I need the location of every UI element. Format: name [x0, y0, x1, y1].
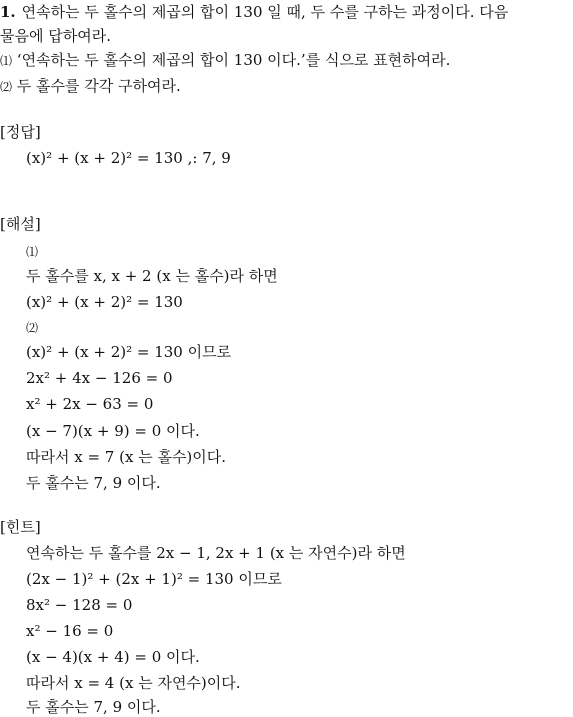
hint-line-4: x² − 16 = 0: [26, 622, 114, 640]
sub-question-1-text: ‘연속하는 두 홀수의 제곱의 합이 130 이다.’를 식으로 표현하여라.: [16, 51, 451, 69]
hint-heading: [힌트]: [0, 518, 41, 536]
sub-question-1-mark: ⑴: [0, 54, 13, 68]
problem-text-line-1: 연속하는 두 홀수의 제곱의 합이 130 일 때, 두 수를 구하는 과정이다. 다음: [21, 3, 509, 21]
explanation-line-1: 두 홀수를 x, x + 2 (x 는 홀수)라 하면: [26, 267, 278, 285]
sub-question-2-mark: ⑵: [0, 80, 13, 94]
hint-line-3: 8x² − 128 = 0: [26, 596, 133, 614]
explanation-heading: [해설]: [0, 215, 41, 233]
explanation-mark-1: ⑴: [26, 245, 39, 259]
sub-question-2: [0, 76, 181, 97]
sub-question-1: [0, 50, 450, 71]
explanation-line-3: (x)² + (x + 2)² = 130 이므로: [26, 343, 232, 361]
explanation-line-7: 따라서 x = 7 (x 는 홀수)이다.: [26, 448, 227, 466]
problem-line-1: [0, 2, 508, 22]
sub-question-2-text: 두 홀수를 각각 구하여라.: [16, 77, 181, 95]
explanation-mark-2: ⑵: [26, 321, 39, 335]
explanation-line-6: (x − 7)(x + 9) = 0 이다.: [26, 422, 200, 440]
problem-text-line-2: 물음에 답하여라.: [0, 27, 111, 45]
hint-line-2: (2x − 1)² + (2x + 1)² = 130 이므로: [26, 570, 282, 588]
explanation-line-2: (x)² + (x + 2)² = 130: [26, 293, 183, 311]
explanation-line-8: 두 홀수는 7, 9 이다.: [26, 474, 161, 492]
hint-line-7: 두 홀수는 7, 9 이다.: [26, 698, 161, 716]
hint-line-1: 연속하는 두 홀수를 2x − 1, 2x + 1 (x 는 자연수)라 하면: [26, 544, 406, 562]
answer-heading: [정답]: [0, 123, 41, 141]
explanation-line-5: x² + 2x − 63 = 0: [26, 395, 154, 413]
problem-number: 1.: [0, 3, 16, 21]
answer-text: (x)² + (x + 2)² = 130 ,: 7, 9: [26, 149, 231, 167]
hint-line-5: (x − 4)(x + 4) = 0 이다.: [26, 648, 200, 666]
hint-line-6: 따라서 x = 4 (x 는 자연수)이다.: [26, 674, 241, 692]
explanation-line-4: 2x² + 4x − 126 = 0: [26, 369, 173, 387]
